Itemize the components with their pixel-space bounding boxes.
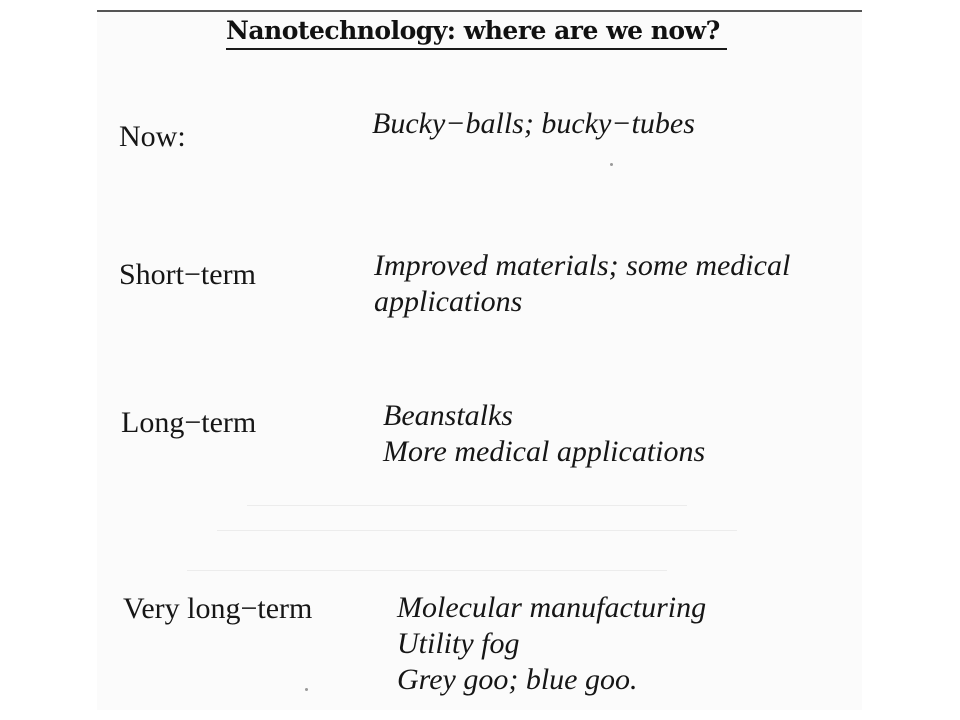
row-description-long-term (383, 398, 705, 470)
page-title: Nanotechnology: where are we now? (226, 16, 720, 45)
scan-noise (247, 505, 687, 506)
row-description-short-term (374, 248, 790, 320)
row-label-now: Now: (119, 120, 186, 153)
scan-speck (610, 163, 613, 166)
scan-speck (305, 688, 308, 691)
row-label-very-long-term: Very long−term (123, 592, 313, 625)
description-line: applications (374, 285, 523, 318)
description-line: Grey goo; blue goo. (397, 663, 638, 696)
description-line: Beanstalks (383, 399, 513, 432)
description-line: Improved materials; some medical (374, 249, 791, 282)
row-label-short-term: Short−term (119, 258, 256, 291)
scan-noise (187, 570, 667, 571)
row-description-very-long-term (397, 590, 706, 698)
description-line: More medical applications (383, 435, 706, 468)
scan-noise (217, 530, 737, 531)
scanned-page (97, 10, 862, 710)
title-underline (226, 48, 727, 50)
description-line: Bucky−balls; bucky−tubes (372, 107, 695, 140)
description-line: Utility fog (397, 627, 520, 660)
description-line: Molecular manufacturing (397, 591, 707, 624)
top-rule (97, 10, 862, 12)
row-label-long-term: Long−term (121, 406, 257, 439)
row-description-now (372, 106, 695, 142)
